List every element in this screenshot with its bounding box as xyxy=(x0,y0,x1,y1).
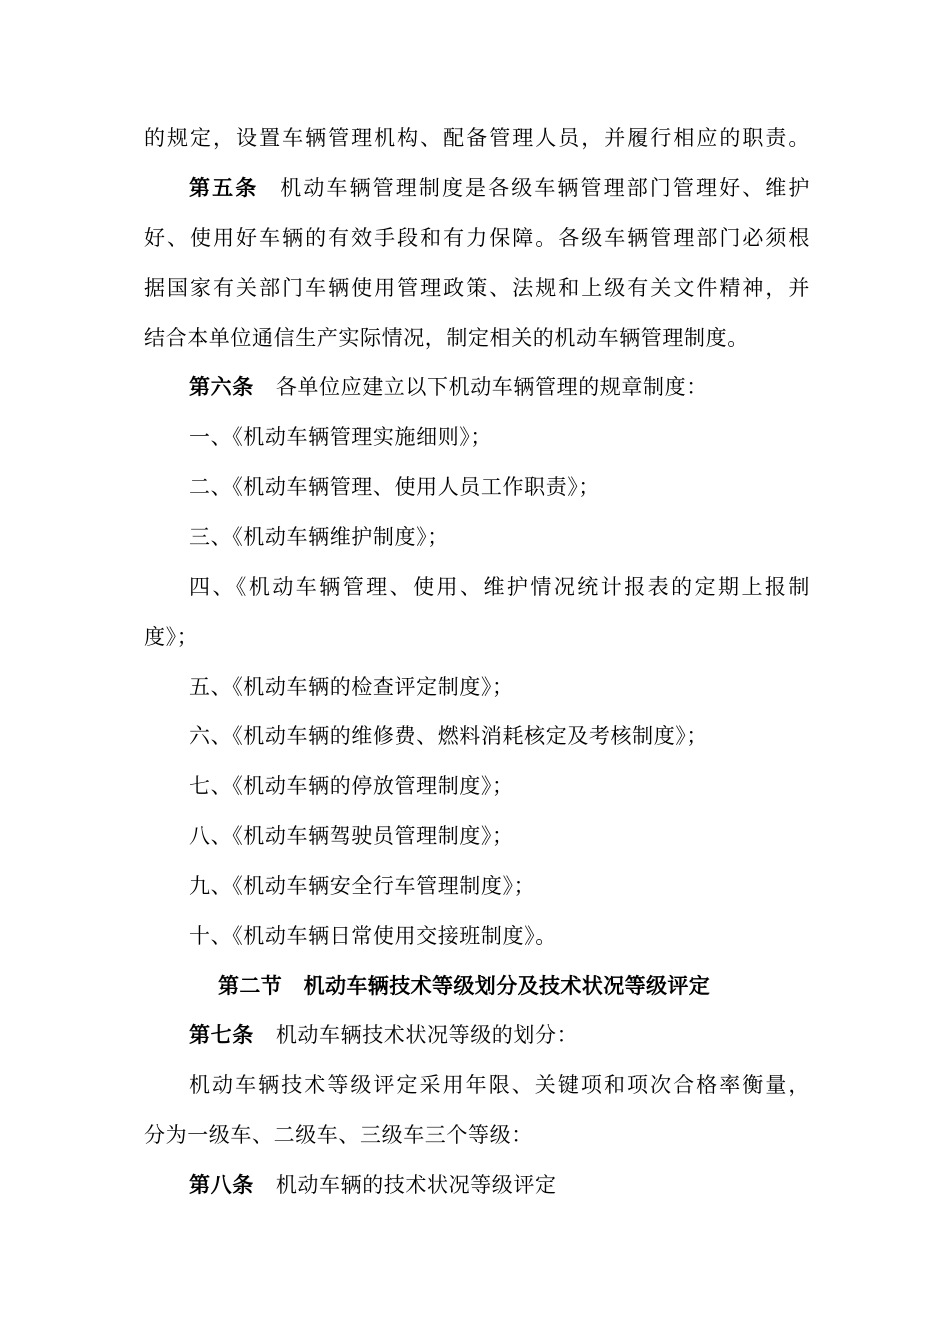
article-5-line xyxy=(189,173,810,203)
list-item-2: 二、《机动车辆管理、使用人员工作职责》； xyxy=(189,475,600,499)
list-item-4-tail: 度》； xyxy=(144,625,199,649)
article-5-label: 第五条 xyxy=(189,175,259,200)
list-item-9: 九、《机动车辆安全行车管理制度》； xyxy=(189,874,536,898)
article-8-label: 第八条 xyxy=(189,1172,254,1197)
paragraph-line: 机动车辆技术等级评定采用年限、关键项和项次合格率衡量， xyxy=(189,1073,810,1097)
list-item-1: 一、《机动车辆管理实施细则》； xyxy=(189,425,492,449)
list-item-7: 七、《机动车辆的停放管理制度》； xyxy=(189,774,514,798)
article-6-label: 第六条 xyxy=(189,374,254,399)
paragraph-line: 分为一级车、二级车、三级车三个等级： xyxy=(144,1123,533,1147)
list-item-10: 十、《机动车辆日常使用交接班制度》。 xyxy=(189,924,557,948)
article-7-line xyxy=(189,1020,810,1050)
list-item-8: 八、《机动车辆驾驶员管理制度》； xyxy=(189,824,514,848)
list-item-5: 五、《机动车辆的检查评定制度》； xyxy=(189,675,514,699)
article-8-text: 机动车辆的技术状况等级评定 xyxy=(275,1173,557,1197)
article-6-text: 各单位应建立以下机动车辆管理的规章制度： xyxy=(275,375,708,399)
article-5-line-4: 结合本单位通信生产实际情况，制定相关的机动车辆管理制度。 xyxy=(144,326,749,350)
article-7-text: 机动车辆技术状况等级的划分： xyxy=(275,1023,579,1047)
paragraph-line: 的规定，设置车辆管理机构、配备管理人员，并履行相应的职责。 xyxy=(144,126,810,150)
list-item-4: 四、《机动车辆管理、使用、维护情况统计报表的定期上报制 xyxy=(189,575,810,599)
article-7-label: 第七条 xyxy=(189,1022,254,1047)
article-6-line xyxy=(189,372,810,402)
list-item-3: 三、《机动车辆维护制度》； xyxy=(189,525,449,549)
article-5-text: 机动车辆管理制度是各级车辆管理部门管理好、维护 xyxy=(280,176,810,200)
article-8-line xyxy=(189,1170,810,1200)
article-5-line-3: 据国家有关部门车辆使用管理政策、法规和上级有关文件精神，并 xyxy=(144,276,810,300)
list-item-6: 六、《机动车辆的维修费、燃料消耗核定及考核制度》； xyxy=(189,724,708,748)
article-5-line-2: 好、使用好车辆的有效手段和有力保障。各级车辆管理部门必须根 xyxy=(144,226,810,250)
section-heading: 第二节 机动车辆技术等级划分及技术状况等级评定 xyxy=(218,973,711,998)
